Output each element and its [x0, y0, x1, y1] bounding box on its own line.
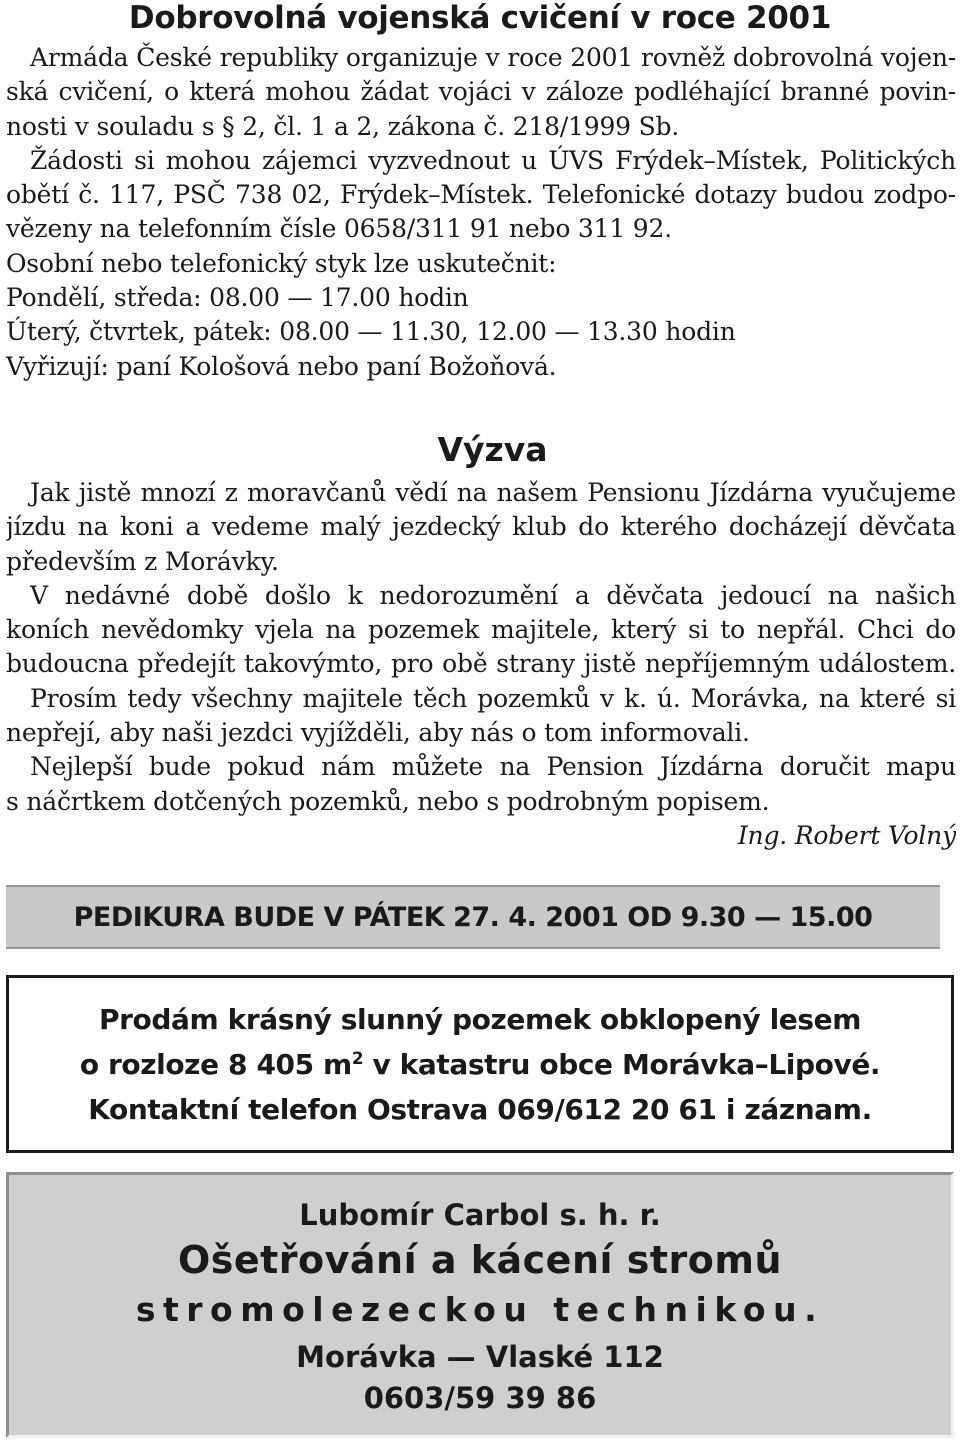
company-phone: 0603/59 39 86 — [363, 1381, 597, 1415]
section-title-military-exercises: Dobrovolná vojenská cvičení v roce 2001 — [128, 0, 832, 36]
paragraph-line: vězeny na telefonním čísle 0658/311 91 nebo 311 92. — [6, 214, 672, 244]
tree-service-advert — [6, 1172, 954, 1438]
section-title-appeal: Výzva — [437, 430, 548, 469]
paragraph-line: Osobní nebo telefonický styk lze uskutečnit: — [6, 248, 557, 278]
military-exercises-text — [6, 41, 956, 384]
sale-line-1: Prodám krásný slunný pozemek obklopený lesem — [98, 1003, 862, 1036]
sale-line-2 — [9, 1043, 951, 1087]
paragraph-line: Prosím tedy všechny majitele těch pozemků v k. ú. Morávka, na které si — [30, 683, 956, 713]
sale-line-2-end: v katastru obce Morávka–Lipové. — [363, 1048, 881, 1081]
paragraph-line: obětí č. 117, PSČ 738 02, Frýdek–Místek. Telefonické dotazy budou zodpo- — [6, 180, 956, 210]
sale-line-3: Kontaktní telefon Ostrava 069/612 20 61 i záznam. — [88, 1093, 872, 1126]
paragraph-line: nosti v souladu s § 2, čl. 1 a 2, zákona č. 218/1999 Sb. — [6, 111, 680, 141]
paragraph-line: Jak jistě mnozí z moravčanů vědí na našem Pensionu Jízdárna vyučujeme — [30, 478, 956, 507]
service-subline: stromolezeckou technikou. — [135, 1290, 825, 1329]
company-address: Morávka — Vlaské 112 — [296, 1340, 664, 1374]
paragraph-line: V nedávné době došlo k nedorozumění a děvčata jedoucí na našich — [30, 580, 956, 610]
paragraph-line: koních nevědomky vjela na pozemek majitele, který si to nepřál. Chci do — [6, 615, 956, 645]
paragraph-line: budoucna předejít takovýmto, pro obě strany jistě nepříjemným událostem. — [6, 649, 956, 679]
paragraph-line: především z Morávky. — [6, 546, 279, 576]
service-headline: Ošetřování a kácení stromů — [177, 1238, 783, 1282]
paragraph-line: s náčrtkem dotčených pozemků, nebo s podrobným popisem. — [6, 786, 770, 816]
pedicure-banner — [6, 885, 940, 949]
office-hours-line: Úterý, čtvrtek, pátek: 08.00 — 11.30, 12.00 — 13.30 hodin — [6, 317, 736, 347]
land-sale-advert — [6, 975, 954, 1153]
square-superscript: 2 — [351, 1048, 364, 1068]
paragraph-line: nepřejí, aby naši jezdci vyjížděli, aby nás o tom informovali. — [6, 718, 750, 748]
paragraph-line: Nejlepší bude pokud nám můžete na Pension Jízdárna doručit mapu — [30, 752, 956, 782]
contact-persons-line: Vyřizují: paní Kološová nebo paní Božoňová. — [6, 351, 557, 381]
company-name: Lubomír Carbol s. h. r. — [299, 1198, 661, 1232]
paragraph-line: jízdu na koni a vedeme malý jezdecký klub do kterého docházejí děvčata — [6, 512, 956, 542]
office-hours-line: Pondělí, středa: 08.00 — 17.00 hodin — [6, 283, 469, 313]
pedicure-banner-text: PEDIKURA BUDE V PÁTEK 27. 4. 2001 OD 9.30 — 15.00 — [73, 901, 873, 933]
paragraph-line: ská cvičení, o která mohou žádat vojáci v záloze podléhající branné povin- — [6, 77, 956, 107]
appeal-text — [6, 476, 956, 853]
signature: Ing. Robert Volný — [737, 820, 956, 850]
sale-line-2-start: o rozloze 8 405 m — [79, 1048, 352, 1081]
paragraph-line: Žádosti si mohou zájemci vyzvednout u ÚVS Frýdek–Místek, Politických — [30, 145, 956, 175]
paragraph-line: Armáda České republiky organizuje v roce 2001 rovněž dobrovolná vojen- — [30, 43, 956, 72]
